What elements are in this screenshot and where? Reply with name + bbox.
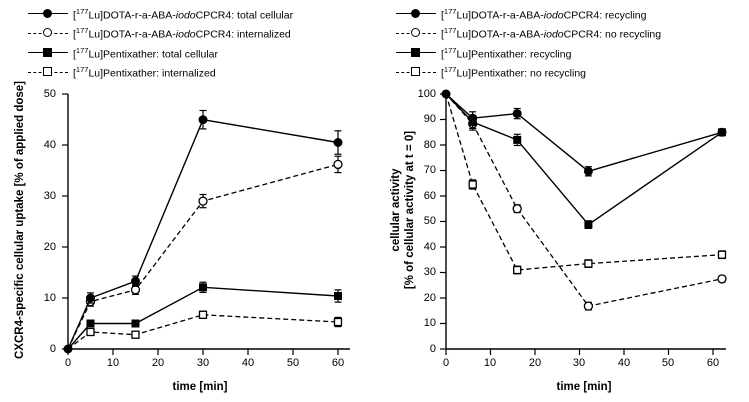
legend-label: [$^{177}$Lu]DOTA-r-a-ABA-iodoCPCR4: total cellular (73, 6, 294, 22)
right-ytick: 10 (423, 317, 436, 329)
left-y-axis-label-line2: [% of applied dose] (14, 81, 26, 187)
right-x-axis-label: time [min] (556, 381, 612, 393)
left-xtick: 40 (241, 357, 255, 369)
right-ytick: 40 (423, 241, 436, 253)
legend-label: [$^{177}$Lu]DOTA-r-a-ABA-iodoCPCR4: no recycling (441, 26, 662, 41)
left-xtick: 20 (151, 357, 165, 369)
left-y-axis-label-line1: CXCR4-specific cellular uptake (14, 189, 26, 359)
right-ytick: 70 (423, 164, 436, 176)
right-xtick: 60 (706, 357, 720, 369)
right-xtick: 40 (617, 357, 631, 369)
left-xtick: 30 (196, 357, 210, 369)
right-ytick: 20 (423, 292, 436, 304)
right-ytick: 60 (423, 190, 436, 202)
legend-label: [$^{177}$Lu]DOTA-r-a-ABA-iodoCPCR4: recycling (441, 6, 647, 22)
right-series-cpcr4-no-recycling (446, 94, 726, 310)
left-xtick: 50 (286, 357, 300, 369)
legend-label: [$^{177}$Lu]Pentixather: internalized (73, 65, 216, 80)
left-ytick: 0 (49, 343, 56, 355)
legend-label: [$^{177}$Lu]Pentixather: no recycling (441, 65, 587, 80)
left-panel (0, 0, 374, 402)
left-plot-svg (0, 0, 374, 402)
left-axes (68, 94, 350, 349)
left-ytick: 30 (43, 190, 56, 202)
left-xtick: 0 (64, 357, 72, 369)
right-xtick: 20 (528, 357, 542, 369)
left-ytick: 20 (43, 241, 56, 253)
right-ytick: 50 (423, 215, 436, 227)
left-y-ticks (62, 94, 68, 349)
left-x-ticks (68, 349, 338, 355)
legend-label: [$^{177}$Lu]DOTA-r-a-ABA-iodoCPCR4: internalized (73, 26, 291, 41)
right-ytick: 80 (423, 139, 436, 151)
right-panel (374, 0, 749, 402)
right-ytick: 30 (423, 266, 436, 278)
right-xtick: 0 (442, 357, 450, 369)
right-x-ticks (446, 349, 713, 355)
right-y-ticks (440, 94, 446, 349)
right-ytick: 100 (417, 88, 436, 100)
right-xtick: 50 (661, 357, 675, 369)
right-series-cpcr4-recycling (442, 90, 726, 176)
right-y-axis-label-line1: cellular activity (390, 168, 402, 252)
left-xtick: 10 (106, 357, 120, 369)
right-ytick: 0 (429, 343, 436, 355)
left-ytick: 50 (43, 88, 56, 100)
legend-label: [$^{177}$Lu]Pentixather: total cellular (73, 45, 219, 61)
right-series-pentixather-no-recycling (446, 94, 726, 274)
left-ytick: 10 (43, 292, 56, 304)
right-xtick: 30 (572, 357, 586, 369)
left-series-pentixather-internalized (68, 311, 342, 349)
left-x-axis-label: time [min] (172, 381, 228, 393)
right-ytick: 90 (423, 113, 436, 125)
right-xtick: 10 (483, 357, 497, 369)
left-xtick: 60 (331, 357, 345, 369)
right-y-axis-label-line2: [% of cellular activity at t = 0] (404, 130, 416, 290)
left-ytick: 40 (43, 139, 56, 151)
legend-label: [$^{177}$Lu]Pentixather: recycling (441, 45, 572, 61)
right-plot-svg (374, 0, 749, 402)
right-series-pentixather-recycling (446, 94, 726, 228)
